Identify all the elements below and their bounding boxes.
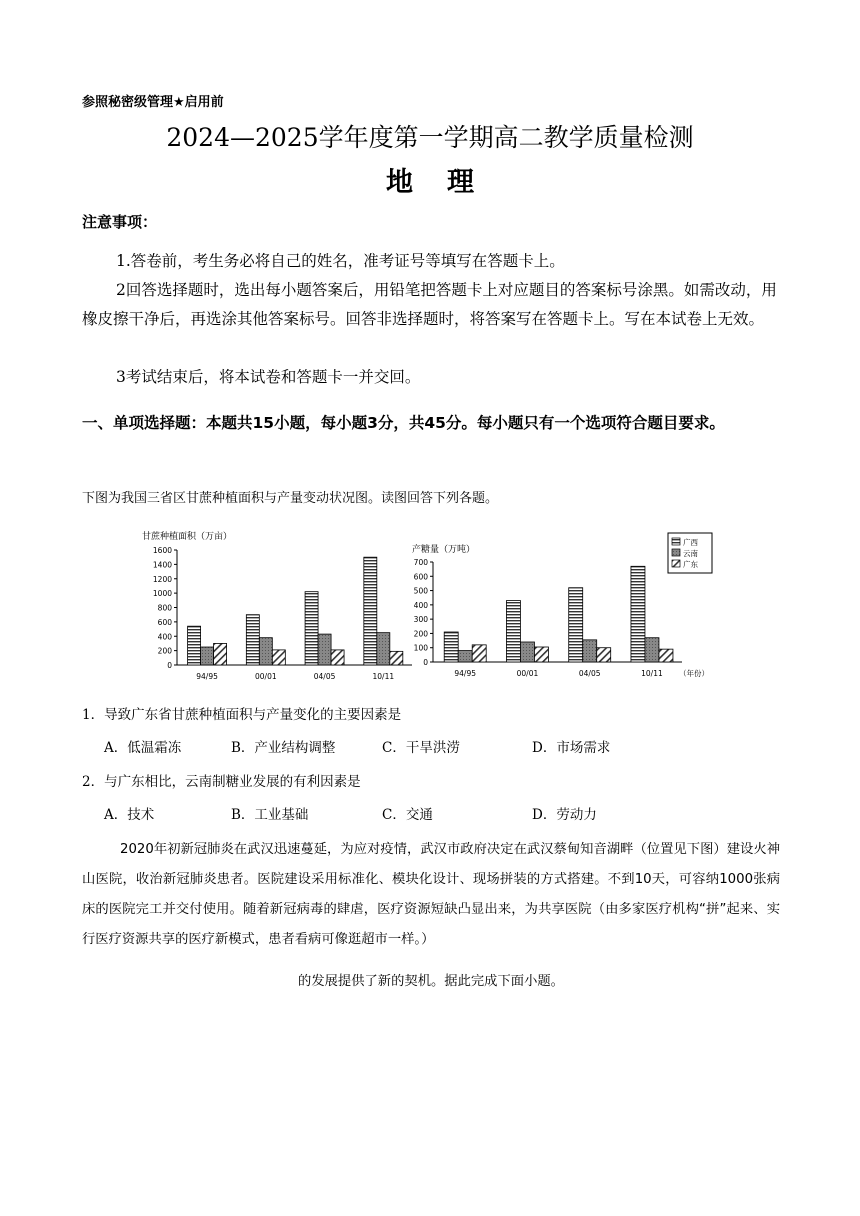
y-tick-label: 200 bbox=[413, 629, 428, 639]
notice-item-2: 2回答选择题时，选出每小题答案后，用铅笔把答题卡上对应题目的答案标号涂黑。如需改动，用橡皮擦干净后，再选涂其他答案标号。回答非选择题时，将答案写在答题卡上。写在本试卷上无效。 bbox=[82, 281, 777, 328]
legend-label-云南: 云南 bbox=[683, 549, 698, 558]
x-tick-label: 94/95 bbox=[196, 672, 218, 681]
q1-option-d[interactable]: D．市场需求 bbox=[532, 740, 611, 756]
bar-广西-94/95 bbox=[444, 632, 458, 662]
chart-sugar bbox=[412, 543, 709, 678]
bar-广西-10/11 bbox=[631, 566, 645, 662]
exam-title: 2024—2025学年度第一学期高二教学质量检测 bbox=[166, 123, 694, 152]
y-tick-label: 300 bbox=[413, 615, 428, 625]
y-tick-label: 1600 bbox=[152, 546, 172, 555]
y-tick-label: 1200 bbox=[152, 574, 172, 584]
bar-广东-00/01 bbox=[534, 647, 548, 662]
question-1-options bbox=[104, 736, 744, 756]
bar-云南-00/01 bbox=[259, 638, 272, 665]
y-tick-label: 400 bbox=[413, 600, 428, 610]
chart-sugar-title: 产糖量（万吨） bbox=[412, 545, 476, 555]
y-tick-label: 700 bbox=[413, 558, 428, 567]
q2-option-b[interactable]: B．工业基础 bbox=[231, 807, 309, 823]
bar-广西-00/01 bbox=[506, 601, 520, 662]
q2-option-c[interactable]: C．交通 bbox=[382, 807, 433, 823]
question-1-stem: 1．导致广东省甘蔗种植面积与产量变化的主要因素是 bbox=[82, 707, 402, 723]
bar-广东-04/05 bbox=[331, 650, 344, 665]
bar-广西-10/11 bbox=[364, 557, 377, 665]
bar-云南-94/95 bbox=[458, 651, 472, 662]
y-tick-label: 1400 bbox=[152, 560, 172, 570]
bar-云南-94/95 bbox=[201, 647, 214, 665]
q1-option-b[interactable]: B．产业结构调整 bbox=[231, 740, 336, 756]
passage-text: 2020年初新冠肺炎在武汉迅速蔓延，为应对疫情，武汉市政府决定在武汉蔡甸知音湖畔（位置见下图）建设火神山医院，收治新冠肺炎患者。医院建设采用标准化、模块化设计、现场拼装的方式搭建。不到10天，可容纳1000张病床的医院完工并交付使用。随着新冠病毒的肆虐，医疗资源短缺凸显出来，为共享医院（由多家医疗机构“拼”起来、实行医疗资源共享的医疗新模式，患者看病可像逛超市一样。） bbox=[82, 842, 780, 947]
question-2-stem: 2．与广东相比，云南制糖业发展的有利因素是 bbox=[82, 774, 361, 790]
notice-heading: 注意事项： bbox=[82, 213, 158, 231]
bar-广西-94/95 bbox=[188, 626, 201, 665]
bar-广东-00/01 bbox=[272, 650, 285, 665]
q1-option-c[interactable]: C．干旱洪涝 bbox=[382, 740, 460, 756]
y-tick-label: 800 bbox=[157, 603, 172, 613]
x-axis-label: （年份） bbox=[679, 669, 709, 678]
chart-area bbox=[142, 530, 412, 681]
x-tick-label: 10/11 bbox=[641, 669, 663, 678]
legend-swatch-广西 bbox=[672, 538, 680, 545]
bar-云南-04/05 bbox=[583, 640, 597, 662]
y-tick-label: 600 bbox=[413, 572, 428, 582]
y-tick-label: 600 bbox=[157, 617, 172, 627]
legend-swatch-广东 bbox=[672, 560, 680, 567]
bar-广东-94/95 bbox=[214, 643, 227, 665]
notice-item-3: 3考试结束后，将本试卷和答题卡一并交回。 bbox=[116, 368, 421, 386]
x-tick-label: 10/11 bbox=[372, 672, 395, 681]
q1-option-a[interactable]: A．低温霜冻 bbox=[104, 740, 182, 756]
bar-广东-10/11 bbox=[390, 651, 403, 665]
bar-云南-04/05 bbox=[318, 634, 331, 665]
x-tick-label: 04/05 bbox=[313, 672, 336, 681]
bar-广西-04/05 bbox=[569, 588, 583, 662]
bar-云南-10/11 bbox=[377, 633, 390, 665]
y-tick-label: 0 bbox=[423, 658, 428, 667]
passage-last-line: 的发展提供了新的契机。据此完成下面小题。 bbox=[298, 974, 564, 989]
bar-云南-10/11 bbox=[645, 638, 659, 662]
y-tick-label: 200 bbox=[157, 646, 172, 656]
y-tick-label: 1000 bbox=[152, 589, 172, 599]
bar-广东-10/11 bbox=[659, 649, 673, 662]
sugarcane-figure bbox=[130, 515, 720, 690]
chart-legend bbox=[668, 533, 712, 573]
bar-广东-04/05 bbox=[597, 648, 611, 662]
section-heading: 一、单项选择题：本题共15小题，每小题3分，共45分。每小题只有一个选项符合题目要求。 bbox=[82, 414, 725, 432]
secret-label: 参照秘密级管理★启用前 bbox=[82, 95, 224, 110]
q2-option-a[interactable]: A．技术 bbox=[104, 807, 155, 823]
question-2-options bbox=[104, 803, 744, 823]
y-tick-label: 400 bbox=[157, 632, 172, 642]
bar-云南-00/01 bbox=[520, 642, 534, 662]
bar-广东-94/95 bbox=[472, 645, 486, 662]
q2-option-d[interactable]: D．劳动力 bbox=[532, 807, 597, 823]
bar-广西-00/01 bbox=[246, 615, 259, 665]
figure-intro: 下图为我国三省区甘蔗种植面积与产量变动状况图。读图回答下列各题。 bbox=[82, 491, 499, 506]
y-tick-label: 500 bbox=[413, 586, 428, 596]
legend-label-广东: 广东 bbox=[683, 560, 698, 569]
x-tick-label: 04/05 bbox=[578, 669, 601, 678]
legend-label-广西: 广西 bbox=[683, 538, 698, 547]
x-tick-label: 94/95 bbox=[454, 669, 477, 678]
notice-item-1: 1.答卷前，考生务必将自己的姓名，准考证号等填写在答题卡上。 bbox=[116, 252, 565, 270]
y-tick-label: 0 bbox=[167, 661, 172, 670]
x-tick-label: 00/01 bbox=[255, 672, 277, 681]
x-tick-label: 00/01 bbox=[516, 669, 539, 678]
y-tick-label: 100 bbox=[413, 643, 428, 653]
chart-area-title: 甘蔗种植面积（万亩） bbox=[142, 532, 233, 542]
subject-title: 地理 bbox=[386, 167, 508, 198]
bar-广西-04/05 bbox=[305, 592, 318, 665]
legend-swatch-云南 bbox=[672, 549, 680, 556]
